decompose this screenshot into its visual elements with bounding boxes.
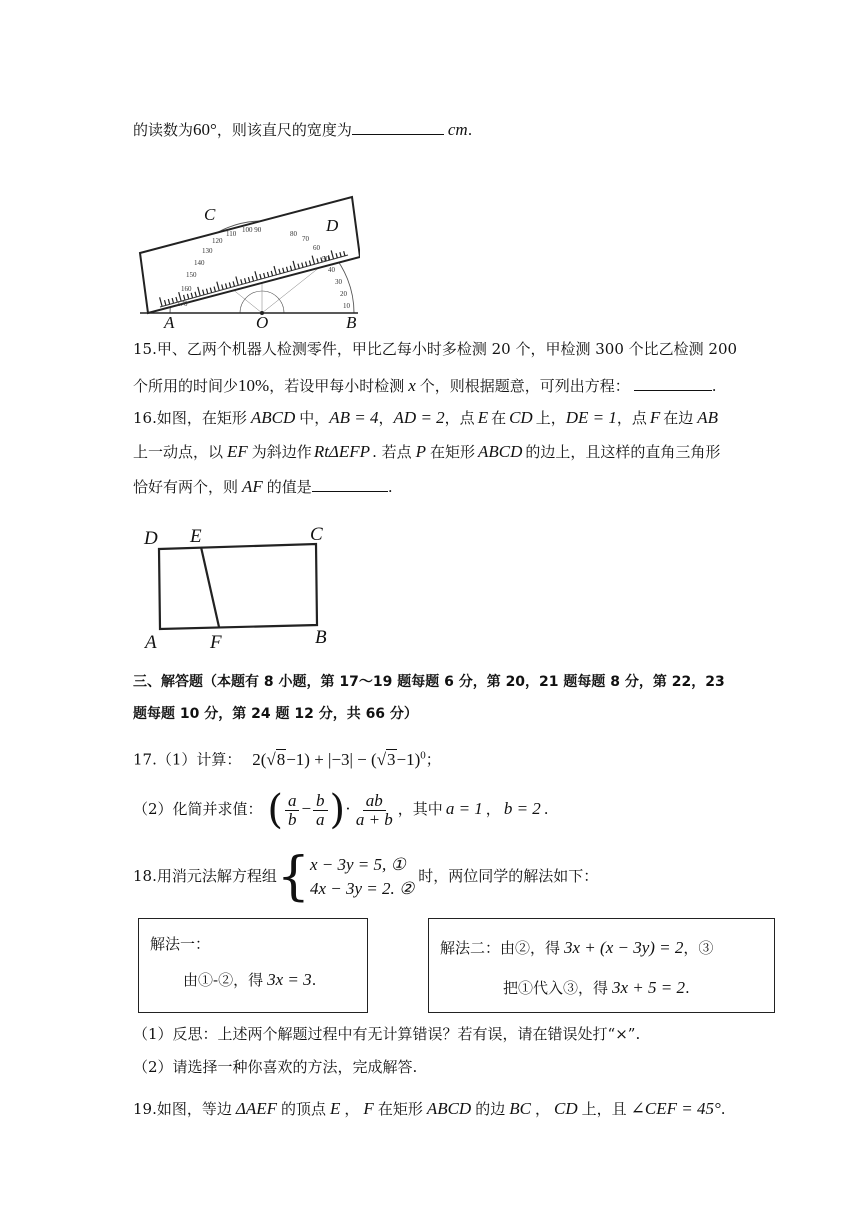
fraction-a-over-b: $\frac{a}{b}$: [285, 792, 300, 829]
svg-text:60: 60: [313, 244, 320, 252]
text: 为斜边作: [251, 443, 312, 461]
box1-title: 解法一：: [150, 935, 211, 953]
math: F: [363, 1099, 374, 1118]
label-a: A: [145, 632, 157, 653]
math: E: [477, 408, 489, 427]
variable-x: x: [408, 376, 416, 395]
svg-text:120: 120: [212, 237, 223, 245]
label-d: D: [144, 528, 158, 549]
math-expression: $2(√8-1) + |-3| - (√3-1)^0$: [252, 749, 426, 769]
angle-value: 60°: [193, 120, 217, 139]
text: ，其中: [397, 800, 443, 818]
text: ；: [425, 750, 441, 769]
q18-sub2: （2）请选择一种你喜欢的方法，完成解答.: [133, 1058, 418, 1076]
math: ABCD: [250, 408, 296, 427]
label-b: B: [315, 627, 327, 648]
solution-box-2: [428, 918, 775, 1013]
svg-text:80: 80: [290, 230, 297, 238]
segment-ef: [201, 547, 219, 627]
text: 恰好有两个，则: [133, 478, 239, 496]
fraction-ab-over-sum: $\frac{ab}{a + b}$: [355, 790, 393, 829]
text: ，点: [444, 409, 475, 427]
math: P: [415, 442, 426, 461]
math: E: [330, 1099, 341, 1118]
text: 在矩形: [377, 1100, 423, 1118]
text: ，若设甲每小时检测: [269, 377, 405, 395]
svg-text:150: 150: [186, 271, 197, 279]
svg-text:20: 20: [340, 290, 347, 298]
text: 在: [491, 409, 507, 427]
math: F: [649, 408, 661, 427]
text: 的值是: [266, 478, 312, 496]
equation-1: x − 3y = 5, ①: [309, 855, 406, 874]
math: ∠CEF = 45°: [630, 1099, 721, 1118]
rectangle-abcd: [159, 544, 317, 629]
label-a: A: [164, 313, 175, 332]
q15-line1: 15.甲、乙两个机器人检测零件，甲比乙每小时多检测 20 个，甲检测 300 个比乙检测 200: [133, 340, 738, 358]
svg-text:160: 160: [181, 285, 192, 293]
text: 在边: [663, 409, 694, 427]
q14-tail-line: [133, 120, 472, 140]
q18-sub1: （1）反思：上述两个解题过程中有无计算错误？若有误，请在错误处打“×”.: [133, 1025, 641, 1043]
q16-line3: [133, 477, 393, 497]
label-o: O: [256, 313, 269, 332]
math: DE = 1: [565, 408, 617, 427]
math: RtΔEFP: [313, 442, 371, 461]
fraction-b-over-a: $\frac{b}{a}$: [313, 792, 328, 829]
svg-text:40: 40: [328, 266, 335, 274]
svg-text:140: 140: [194, 259, 205, 267]
svg-text:10: 10: [343, 302, 350, 310]
text: 个所用的时间少: [133, 377, 239, 395]
math: ABCD: [478, 442, 523, 461]
q18-line: 18.用消元法解方程组{ x − 3y = 5, ① 4x − 3y = 2. ② 时，两位同学的解法如下：: [133, 847, 599, 907]
math: BC: [509, 1099, 531, 1118]
math: ABCD: [426, 1099, 472, 1118]
label-b: B: [346, 313, 357, 332]
svg-text:50: 50: [322, 255, 329, 263]
q16-line2: [133, 442, 720, 462]
svg-text:70: 70: [302, 235, 309, 243]
answer-blank[interactable]: [312, 477, 388, 492]
text: 上一动点，以: [133, 443, 224, 461]
section3-heading-line2: 题每题 10 分，第 24 题 12 分，共 66 分）: [133, 706, 418, 722]
answer-blank[interactable]: [634, 376, 712, 391]
math: AF: [242, 477, 263, 496]
svg-text:110: 110: [226, 230, 237, 238]
section3-heading-line1: 三、解答题（本题有 8 小题，第 17～19 题每题 6 分，第 20，21 题每题 8 分，第 22，23: [133, 674, 725, 690]
math: EF: [227, 442, 248, 461]
math: AB: [697, 408, 719, 427]
svg-text:130: 130: [202, 247, 213, 255]
percent: 10%: [238, 376, 270, 395]
label-c: C: [204, 205, 216, 224]
text: 18.用消元法解方程组: [133, 867, 277, 885]
unit: cm: [447, 120, 468, 139]
equation-system: [310, 853, 414, 901]
text: （2）化简并求值：: [133, 800, 263, 818]
box1-step: 由①-②，得 3x = 3.: [183, 970, 317, 989]
math: ΔAEF: [235, 1099, 277, 1118]
rectangle-figure: [140, 520, 345, 655]
text: 个，则根据题意，可列出方程：: [419, 377, 630, 395]
text: 中，: [299, 409, 330, 427]
text: 在矩形: [430, 443, 476, 461]
q17-part1: [133, 745, 441, 770]
text: . 若点: [372, 443, 412, 461]
q17-part2: （2）化简并求值： ( $\frac{a}{b}$ − $\frac{b}{a}$ )· $\frac{ab}{a + b}$ ，其中 a = 1 ， b = 2 .: [133, 787, 549, 833]
math: AB = 4: [329, 408, 379, 427]
ruler-protractor-figure: [130, 195, 360, 335]
math: CD: [509, 408, 533, 427]
text: 上，且: [581, 1100, 627, 1118]
text: 19.如图，等边: [133, 1100, 232, 1118]
text: .: [467, 121, 473, 139]
math: CD: [553, 1099, 578, 1118]
q15-line2: [133, 376, 717, 396]
q16-line1: 16.如图，在矩形 ABCD 中，AB = 4，AD = 2，点 E 在 CD 上，DE = 1，点 F 在边 AB: [133, 408, 719, 427]
text: 上，: [535, 409, 566, 427]
text: ，则该直尺的宽度为: [216, 121, 352, 139]
math: AD = 2: [393, 408, 445, 427]
text: .: [387, 478, 393, 496]
label-f: F: [210, 632, 222, 653]
text: 17.（1）计算：: [133, 750, 242, 769]
label-e: E: [190, 526, 202, 547]
text: 的边上，且这样的直角三角形: [525, 443, 721, 461]
q19-line: 19.如图，等边 ΔAEF 的顶点 E ， F 在矩形 ABCD 的边 BC ， CD 上，且 ∠CEF = 45°.: [133, 1099, 726, 1118]
box2-step1: 解法二：由②，得 3x + (x − 3y) = 2，③: [440, 938, 714, 957]
svg-text:30: 30: [335, 278, 342, 286]
svg-text:100 90: 100 90: [242, 226, 262, 234]
label-c: C: [310, 524, 323, 545]
text: ，点: [616, 409, 647, 427]
math: a = 1: [445, 799, 483, 818]
text: 的顶点: [281, 1100, 327, 1118]
label-d: D: [326, 216, 339, 235]
figure2-labels: [143, 524, 327, 653]
text: 的读数为: [133, 121, 194, 139]
math: b = 2: [503, 799, 541, 818]
box2-step2: 把①代入③，得 3x + 5 = 2.: [503, 978, 690, 997]
svg-text:170: 170: [177, 300, 188, 308]
text: .: [711, 377, 717, 395]
solution-box-1: [138, 918, 368, 1013]
text: 的边: [475, 1100, 506, 1118]
equation-2: 4x − 3y = 2. ②: [309, 879, 415, 898]
answer-blank[interactable]: [352, 120, 444, 135]
text: 时，两位同学的解法如下：: [418, 867, 599, 885]
text: .: [543, 800, 549, 818]
text: .: [720, 1100, 726, 1118]
text: 16.如图，在矩形: [133, 409, 247, 427]
